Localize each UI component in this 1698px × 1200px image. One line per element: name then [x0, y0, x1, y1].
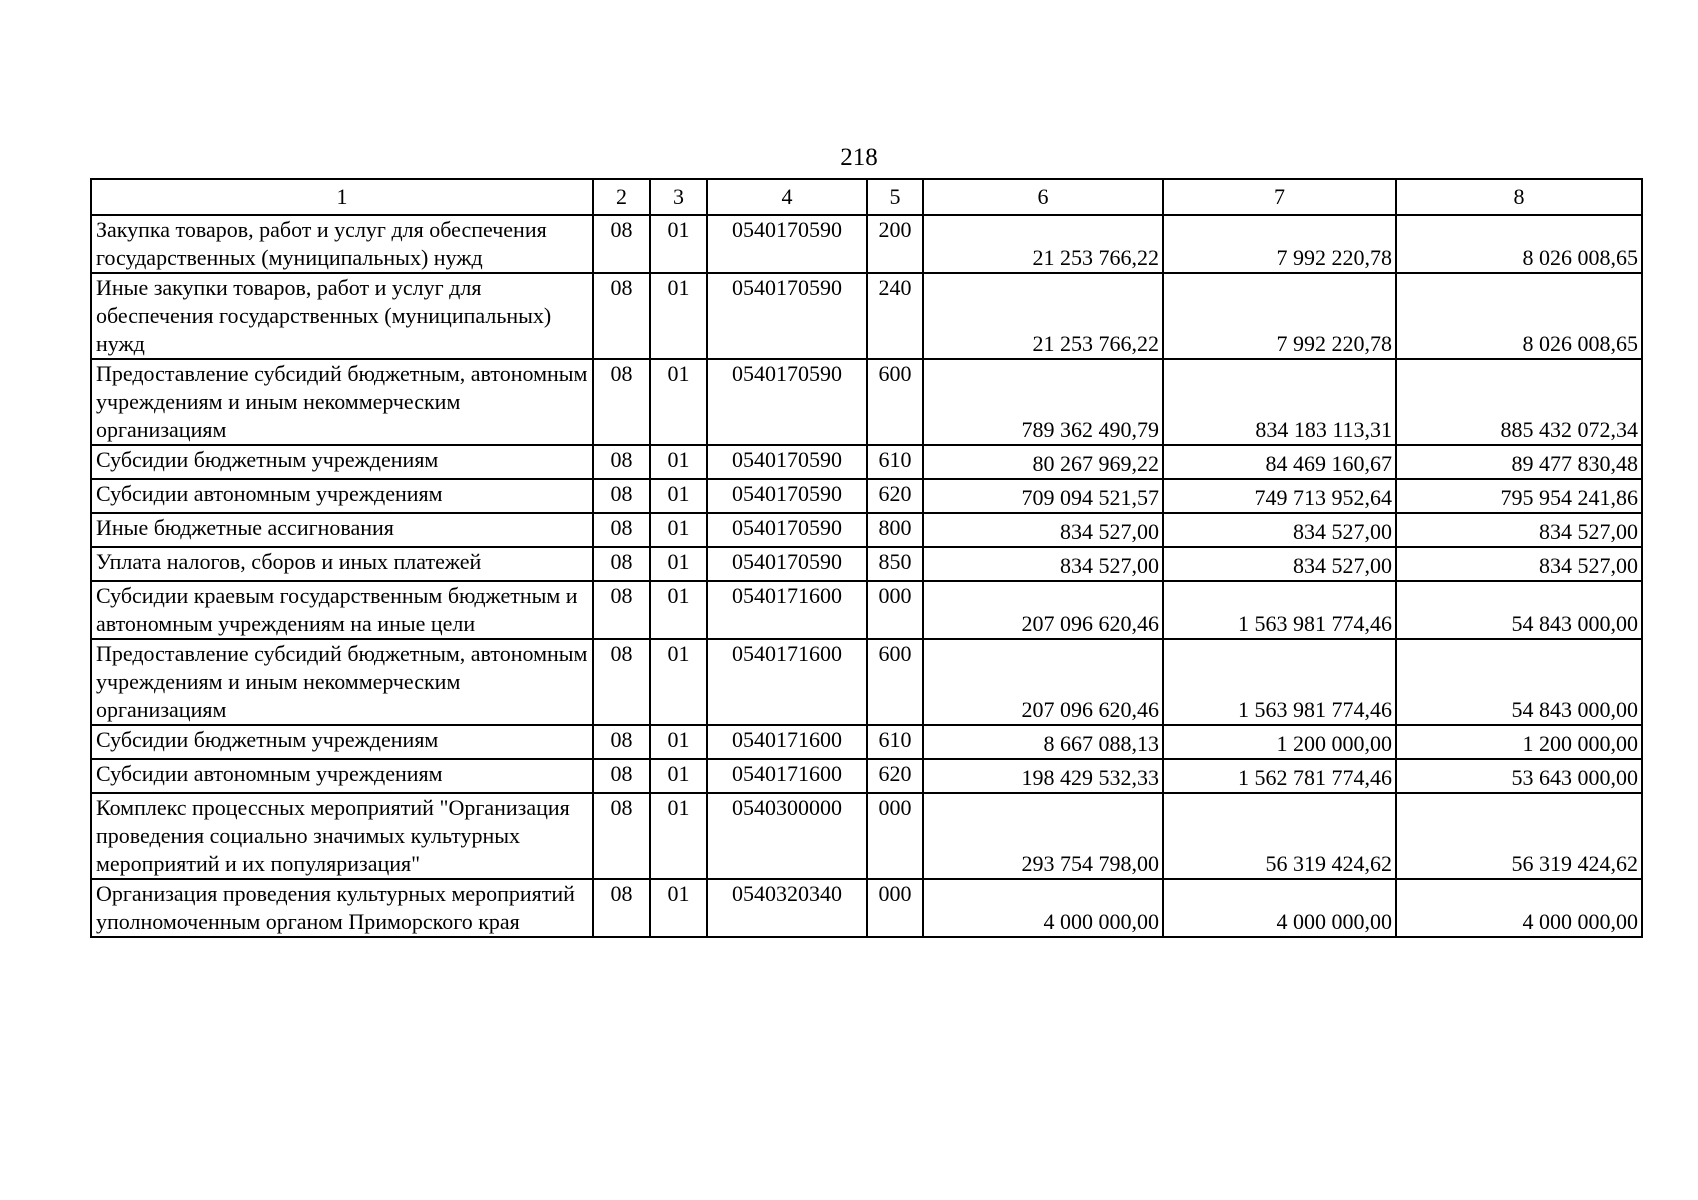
section-code: 08: [593, 581, 650, 639]
amount-col6: 21 253 766,22: [923, 273, 1163, 359]
subsection-code: 01: [650, 725, 707, 759]
expense-name: Организация проведения культурных мероприятий уполномоченным органом Приморского края: [91, 879, 593, 937]
amount-col7: 1 562 781 774,46: [1163, 759, 1396, 793]
expense-name: Субсидии автономным учреждениям: [91, 479, 593, 513]
subsection-code: 01: [650, 793, 707, 879]
amount-col8: 8 026 008,65: [1396, 273, 1642, 359]
table-row: [91, 793, 1642, 879]
amount-col8: 795 954 241,86: [1396, 479, 1642, 513]
section-code: 08: [593, 725, 650, 759]
amount-col8: 8 026 008,65: [1396, 215, 1642, 273]
header-cell: 1: [91, 179, 593, 215]
amount-col8: 4 000 000,00: [1396, 879, 1642, 937]
amount-col7: 4 000 000,00: [1163, 879, 1396, 937]
amount-col7: 7 992 220,78: [1163, 215, 1396, 273]
expense-name: Предоставление субсидий бюджетным, автономным учреждениям и иным некоммерческим организациям: [91, 639, 593, 725]
target-code: 0540171600: [707, 639, 867, 725]
subsection-code: 01: [650, 581, 707, 639]
table-row: [91, 215, 1642, 273]
target-code: 0540170590: [707, 215, 867, 273]
table-row: [91, 359, 1642, 445]
amount-col8: 1 200 000,00: [1396, 725, 1642, 759]
amount-col7: 7 992 220,78: [1163, 273, 1396, 359]
table-row: [91, 273, 1642, 359]
subsection-code: 01: [650, 215, 707, 273]
expense-type-code: 200: [867, 215, 923, 273]
header-cell: 6: [923, 179, 1163, 215]
expense-type-code: 620: [867, 479, 923, 513]
target-code: 0540170590: [707, 359, 867, 445]
subsection-code: 01: [650, 879, 707, 937]
target-code: 0540170590: [707, 445, 867, 479]
header-row: [91, 179, 1642, 215]
amount-col8: 89 477 830,48: [1396, 445, 1642, 479]
table-row: [91, 547, 1642, 581]
amount-col8: 56 319 424,62: [1396, 793, 1642, 879]
section-code: 08: [593, 445, 650, 479]
target-code: 0540320340: [707, 879, 867, 937]
section-code: 08: [593, 215, 650, 273]
target-code: 0540170590: [707, 513, 867, 547]
amount-col6: 207 096 620,46: [923, 581, 1163, 639]
section-code: 08: [593, 793, 650, 879]
amount-col7: 1 200 000,00: [1163, 725, 1396, 759]
subsection-code: 01: [650, 273, 707, 359]
expense-type-code: 800: [867, 513, 923, 547]
expense-name: Предоставление субсидий бюджетным, автономным учреждениям и иным некоммерческим организациям: [91, 359, 593, 445]
target-code: 0540170590: [707, 273, 867, 359]
expense-type-code: 620: [867, 759, 923, 793]
amount-col8: 834 527,00: [1396, 513, 1642, 547]
section-code: 08: [593, 759, 650, 793]
table-row: [91, 513, 1642, 547]
amount-col6: 709 094 521,57: [923, 479, 1163, 513]
amount-col7: 834 183 113,31: [1163, 359, 1396, 445]
header-cell: 5: [867, 179, 923, 215]
subsection-code: 01: [650, 513, 707, 547]
expense-name: Субсидии бюджетным учреждениям: [91, 445, 593, 479]
subsection-code: 01: [650, 445, 707, 479]
table-row: [91, 725, 1642, 759]
section-code: 08: [593, 479, 650, 513]
table-row: [91, 581, 1642, 639]
target-code: 0540170590: [707, 479, 867, 513]
subsection-code: 01: [650, 759, 707, 793]
expense-type-code: 240: [867, 273, 923, 359]
target-code: 0540170590: [707, 547, 867, 581]
subsection-code: 01: [650, 639, 707, 725]
amount-col8: 53 643 000,00: [1396, 759, 1642, 793]
table-row: [91, 639, 1642, 725]
amount-col8: 54 843 000,00: [1396, 639, 1642, 725]
amount-col7: 56 319 424,62: [1163, 793, 1396, 879]
amount-col8: 834 527,00: [1396, 547, 1642, 581]
amount-col6: 8 667 088,13: [923, 725, 1163, 759]
amount-col6: 834 527,00: [923, 547, 1163, 581]
section-code: 08: [593, 879, 650, 937]
header-cell: 4: [707, 179, 867, 215]
table-row: [91, 445, 1642, 479]
amount-col6: 207 096 620,46: [923, 639, 1163, 725]
subsection-code: 01: [650, 359, 707, 445]
section-code: 08: [593, 547, 650, 581]
expense-type-code: 600: [867, 639, 923, 725]
expense-name: Иные бюджетные ассигнования: [91, 513, 593, 547]
table-row: [91, 759, 1642, 793]
amount-col7: 834 527,00: [1163, 513, 1396, 547]
expense-type-code: 000: [867, 793, 923, 879]
amount-col6: 789 362 490,79: [923, 359, 1163, 445]
expense-name: Субсидии бюджетным учреждениям: [91, 725, 593, 759]
expense-type-code: 610: [867, 725, 923, 759]
amount-col7: 749 713 952,64: [1163, 479, 1396, 513]
expense-name: Субсидии краевым государственным бюджетным и автономным учреждениям на иные цели: [91, 581, 593, 639]
subsection-code: 01: [650, 479, 707, 513]
expense-type-code: 850: [867, 547, 923, 581]
subsection-code: 01: [650, 547, 707, 581]
table-row: [91, 479, 1642, 513]
section-code: 08: [593, 273, 650, 359]
expense-name: Закупка товаров, работ и услуг для обеспечения государственных (муниципальных) нужд: [91, 215, 593, 273]
header-cell: 3: [650, 179, 707, 215]
amount-col6: 80 267 969,22: [923, 445, 1163, 479]
amount-col6: 198 429 532,33: [923, 759, 1163, 793]
expense-type-code: 600: [867, 359, 923, 445]
amount-col7: 1 563 981 774,46: [1163, 581, 1396, 639]
amount-col6: 21 253 766,22: [923, 215, 1163, 273]
amount-col6: 293 754 798,00: [923, 793, 1163, 879]
amount-col8: 54 843 000,00: [1396, 581, 1642, 639]
target-code: 0540300000: [707, 793, 867, 879]
target-code: 0540171600: [707, 581, 867, 639]
target-code: 0540171600: [707, 759, 867, 793]
budget-table: [90, 178, 1643, 938]
amount-col7: 834 527,00: [1163, 547, 1396, 581]
target-code: 0540171600: [707, 725, 867, 759]
page-number: 218: [840, 144, 878, 171]
header-cell: 7: [1163, 179, 1396, 215]
section-code: 08: [593, 513, 650, 547]
expense-name: Уплата налогов, сборов и иных платежей: [91, 547, 593, 581]
header-cell: 8: [1396, 179, 1642, 215]
expense-name: Иные закупки товаров, работ и услуг для обеспечения государственных (муниципальных) нужд: [91, 273, 593, 359]
expense-type-code: 000: [867, 581, 923, 639]
section-code: 08: [593, 639, 650, 725]
table-row: [91, 879, 1642, 937]
amount-col6: 834 527,00: [923, 513, 1163, 547]
amount-col6: 4 000 000,00: [923, 879, 1163, 937]
expense-type-code: 000: [867, 879, 923, 937]
section-code: 08: [593, 359, 650, 445]
expense-type-code: 610: [867, 445, 923, 479]
header-cell: 2: [593, 179, 650, 215]
amount-col7: 1 563 981 774,46: [1163, 639, 1396, 725]
amount-col8: 885 432 072,34: [1396, 359, 1642, 445]
amount-col7: 84 469 160,67: [1163, 445, 1396, 479]
expense-name: Субсидии автономным учреждениям: [91, 759, 593, 793]
expense-name: Комплекс процессных мероприятий "Организация проведения социально значимых культурных мероприятий и их популяризация": [91, 793, 593, 879]
